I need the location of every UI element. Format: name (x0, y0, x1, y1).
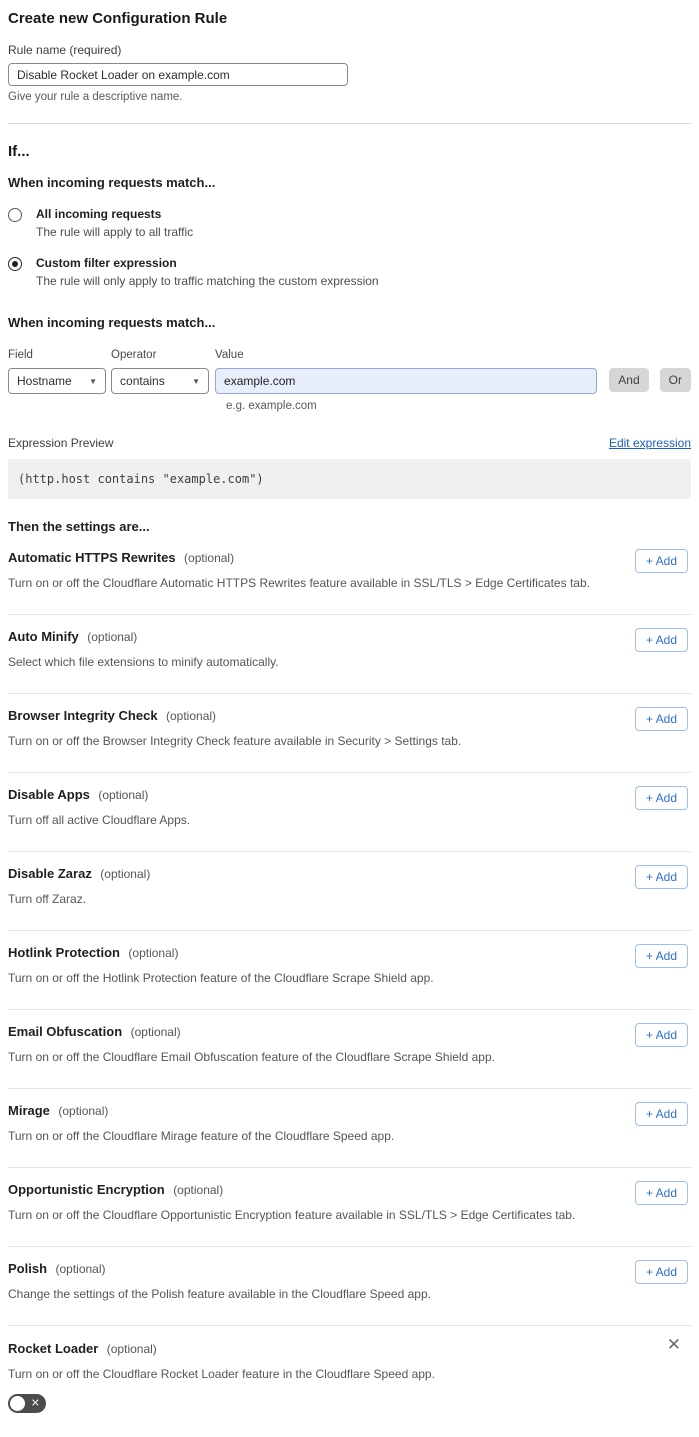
expression-preview-label: Expression Preview (8, 436, 114, 450)
toggle-off-icon: ✕ (30, 1396, 40, 1409)
radio-option-custom-filter-expression[interactable] (8, 256, 691, 288)
radio-description: The rule will only apply to traffic matching the custom expression (36, 274, 379, 288)
and-button[interactable]: And (609, 368, 648, 392)
setting-optional-tag: (optional) (100, 867, 151, 881)
rule-name-input[interactable] (8, 63, 348, 86)
setting-row (8, 1247, 691, 1326)
rocket-loader-toggle[interactable] (8, 1394, 46, 1413)
setting-description: Turn on or off the Cloudflare Email Obfuscation feature of the Cloudflare Scrape Shield app. (8, 1050, 495, 1064)
radio-label: Custom filter expression (36, 256, 177, 270)
close-icon[interactable]: ✕ (666, 1335, 681, 1354)
setting-title: Opportunistic Encryption (8, 1182, 165, 1197)
setting-optional-tag: (optional) (130, 1025, 181, 1039)
field-select[interactable] (8, 368, 106, 394)
setting-optional-tag: (optional) (166, 709, 217, 723)
setting-description: Select which file extensions to minify automatically. (8, 655, 279, 669)
setting-description: Change the settings of the Polish feature available in the Cloudflare Speed app. (8, 1287, 431, 1301)
operator-select-value: contains (120, 374, 165, 388)
setting-description: Turn on or off the Cloudflare Opportunistic Encryption feature available in SSL/TLS > Edge Certificates tab. (8, 1208, 576, 1222)
divider (8, 123, 691, 124)
add-button[interactable]: + Add (635, 865, 688, 889)
add-button[interactable]: + Add (635, 549, 688, 573)
setting-row (8, 1089, 691, 1168)
setting-row (8, 852, 691, 931)
or-button[interactable]: Or (660, 368, 691, 392)
setting-row (8, 694, 691, 773)
setting-title: Automatic HTTPS Rewrites (8, 550, 176, 565)
expression-builder-heading: When incoming requests match... (8, 315, 216, 330)
setting-description: Turn off Zaraz. (8, 892, 87, 906)
add-button[interactable]: + Add (635, 1023, 688, 1047)
incoming-requests-match-heading: When incoming requests match... (8, 175, 216, 190)
setting-title: Disable Apps (8, 787, 90, 802)
setting-description: Turn on or off the Cloudflare Rocket Loader feature in the Cloudflare Speed app. (8, 1367, 435, 1381)
expression-preview-code: (http.host contains "example.com") (8, 459, 691, 499)
chevron-down-icon: ▼ (192, 376, 201, 386)
setting-row (8, 1010, 691, 1089)
setting-optional-tag: (optional) (87, 630, 138, 644)
setting-title: Browser Integrity Check (8, 708, 158, 723)
setting-optional-tag: (optional) (55, 1262, 106, 1276)
chevron-down-icon: ▼ (89, 376, 98, 386)
edit-expression-link[interactable]: Edit expression (608, 436, 691, 450)
setting-title: Rocket Loader (8, 1341, 99, 1356)
field-label: Field (8, 349, 33, 361)
expression-builder-row (8, 349, 691, 394)
setting-description: Turn on or off the Cloudflare Mirage feature of the Cloudflare Speed app. (8, 1129, 395, 1143)
setting-description: Turn off all active Cloudflare Apps. (8, 813, 191, 827)
operator-select[interactable] (111, 368, 209, 394)
field-select-value: Hostname (17, 374, 72, 388)
add-button[interactable]: + Add (635, 944, 688, 968)
setting-description: Turn on or off the Browser Integrity Check feature available in Security > Settings tab. (8, 734, 462, 748)
setting-title: Auto Minify (8, 629, 79, 644)
setting-row (8, 536, 691, 615)
radio-button[interactable] (8, 208, 22, 222)
setting-optional-tag: (optional) (98, 788, 149, 802)
setting-optional-tag: (optional) (58, 1104, 109, 1118)
value-input[interactable] (215, 368, 597, 394)
page-title: Create new Configuration Rule (8, 10, 228, 27)
setting-row (8, 615, 691, 694)
setting-title: Polish (8, 1261, 48, 1276)
setting-optional-tag: (optional) (173, 1183, 224, 1197)
add-button[interactable]: + Add (635, 1102, 688, 1126)
toggle-knob (10, 1396, 25, 1411)
setting-optional-tag: (optional) (184, 551, 235, 565)
setting-row (8, 773, 691, 852)
radio-description: The rule will apply to all traffic (36, 225, 194, 239)
value-label: Value (215, 349, 244, 361)
radio-label: All incoming requests (36, 207, 162, 221)
setting-row (8, 1168, 691, 1247)
add-button[interactable]: + Add (635, 707, 688, 731)
add-button[interactable]: + Add (635, 1260, 688, 1284)
add-button[interactable]: + Add (635, 1181, 688, 1205)
value-help: e.g. example.com (226, 400, 317, 412)
if-heading: If... (8, 143, 30, 160)
settings-list (8, 536, 691, 1326)
setting-row (8, 931, 691, 1010)
setting-title: Email Obfuscation (8, 1024, 123, 1039)
rule-name-help: Give your rule a descriptive name. (8, 91, 183, 103)
radio-button[interactable] (8, 257, 22, 271)
radio-option-all-incoming-requests[interactable] (8, 207, 691, 239)
setting-title: Hotlink Protection (8, 945, 120, 960)
setting-optional-tag: (optional) (106, 1342, 157, 1356)
setting-optional-tag: (optional) (128, 946, 179, 960)
setting-description: Turn on or off the Cloudflare Automatic HTTPS Rewrites feature available in SSL/TLS > Edge Certificates tab. (8, 576, 590, 590)
rule-name-label: Rule name (required) (8, 43, 122, 57)
settings-heading: Then the settings are... (8, 519, 150, 534)
setting-row-rocket-loader (8, 1326, 691, 1413)
setting-title: Mirage (8, 1103, 50, 1118)
add-button[interactable]: + Add (635, 628, 688, 652)
operator-label: Operator (111, 349, 157, 361)
add-button[interactable]: + Add (635, 786, 688, 810)
setting-description: Turn on or off the Hotlink Protection feature of the Cloudflare Scrape Shield app. (8, 971, 434, 985)
setting-title: Disable Zaraz (8, 866, 92, 881)
